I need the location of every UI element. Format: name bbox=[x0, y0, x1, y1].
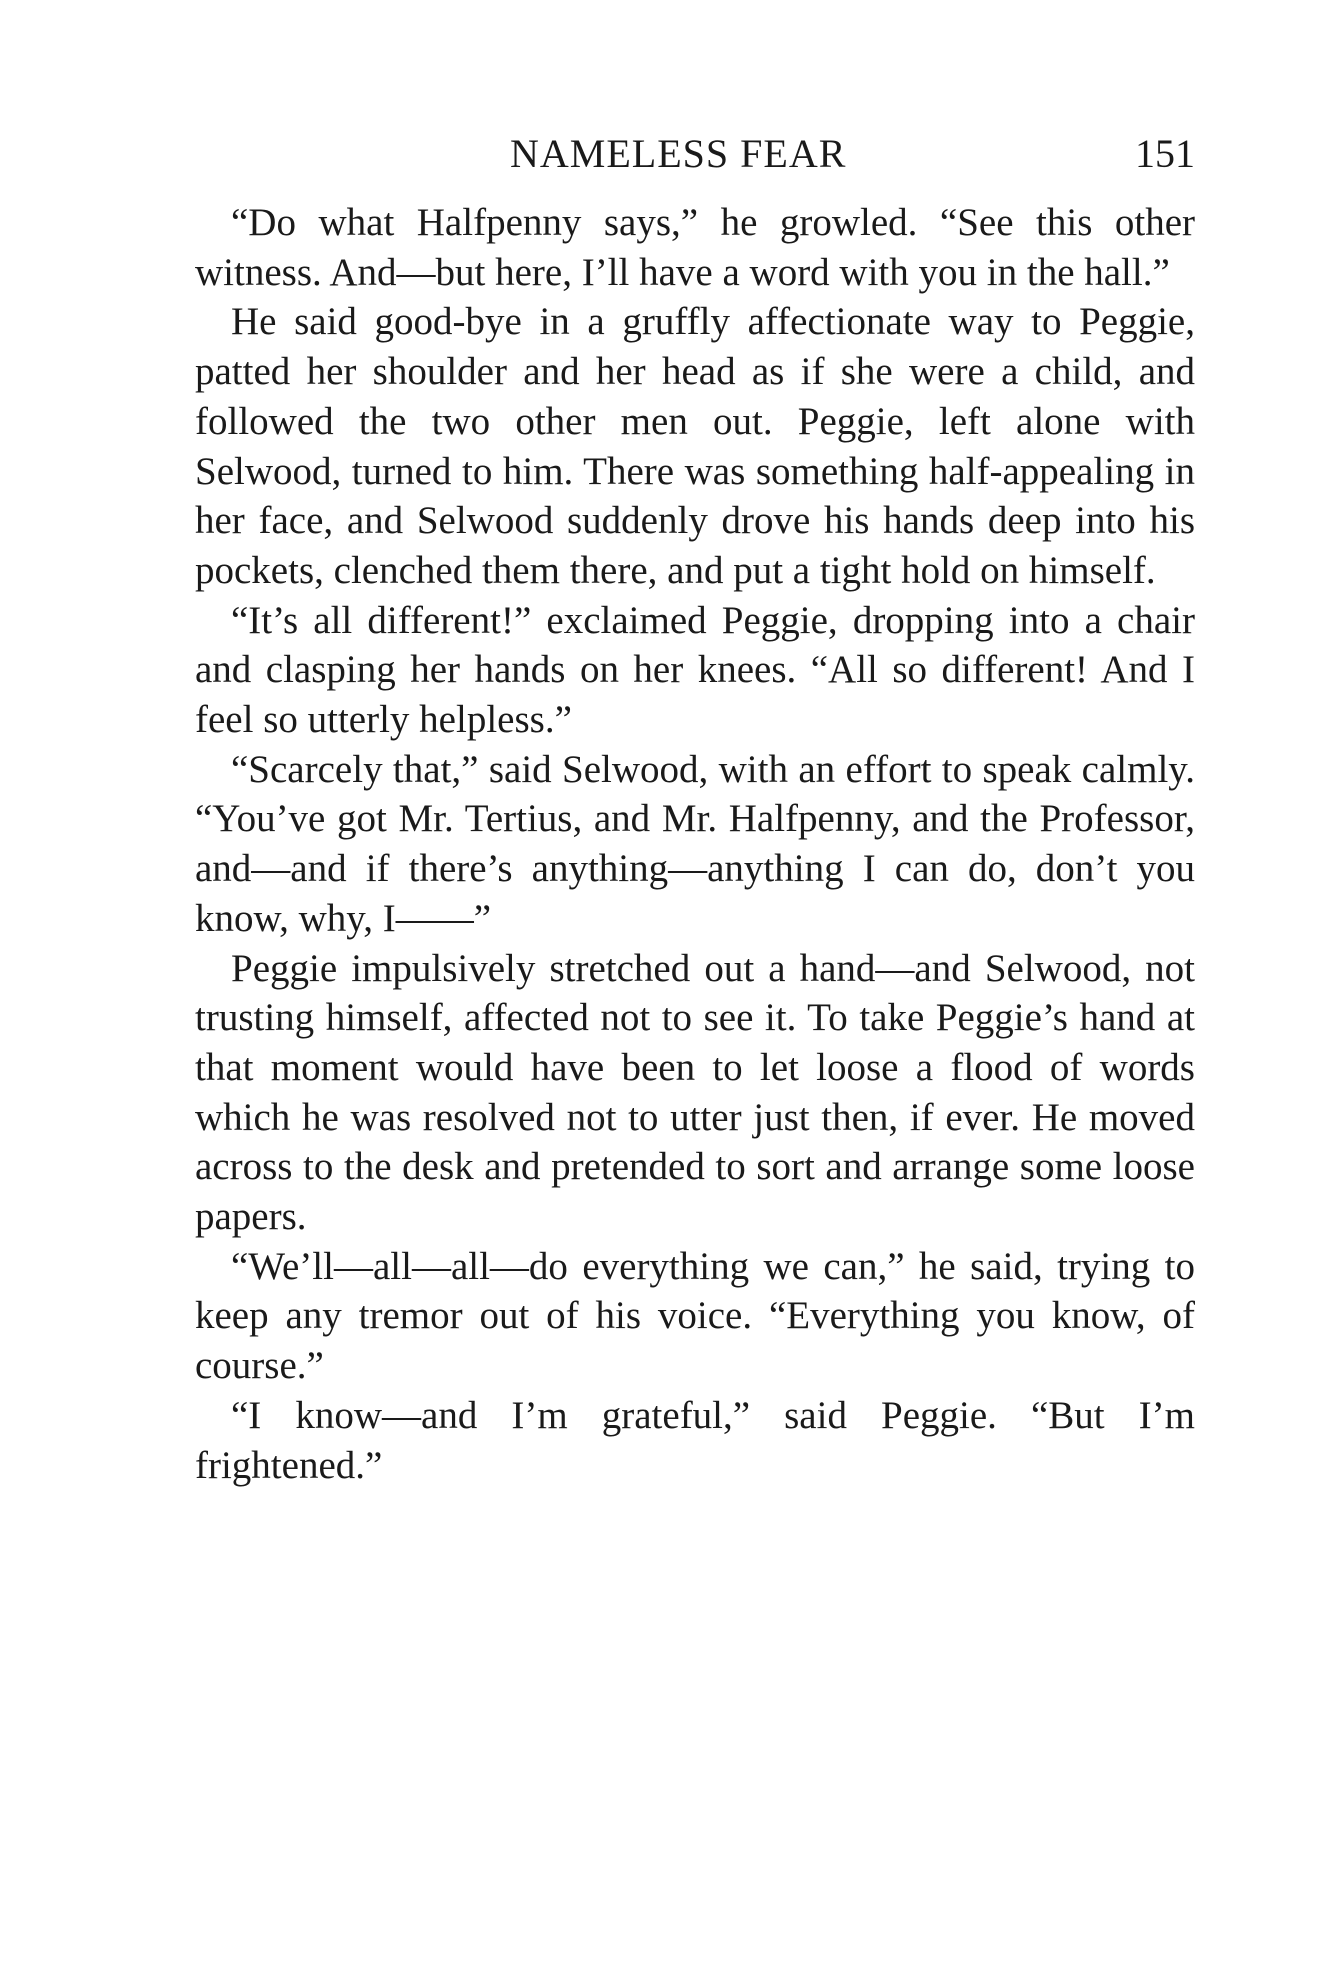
paragraph: “We’ll—all—all—do everything we can,” he said, trying to keep any tremor out of his voice. “Everything you know, of course.” bbox=[195, 1244, 1195, 1388]
page-header bbox=[195, 130, 1195, 190]
paragraph: “It’s all different!” exclaimed Peggie, dropping into a chair and clasping her hands on her knees. “All so different! And I feel so utterly helpless.” bbox=[195, 598, 1195, 742]
page-number: 151 bbox=[1135, 131, 1195, 176]
paragraph: “I know—and I’m grateful,” said Peggie. “But I’m frightened.” bbox=[195, 1393, 1195, 1487]
paragraph: He said good-bye in a gruffly affectionate way to Peggie, patted her shoulder and her head as if she were a child, and followed the two other men out. Peggie, left alone with Selwood, turned to him. There was something half-appealing in her face, and Selwood suddenly drove his hands deep into his pockets, clenched them there, and put a tight hold on himself. bbox=[195, 300, 1195, 592]
running-title: NAMELESS FEAR bbox=[510, 131, 847, 176]
paragraph: “Do what Halfpenny says,” he growled. “See this other witness. And—but here, I’ll have a word with you in the hall.” bbox=[195, 201, 1195, 294]
paragraph: Peggie impulsively stretched out a hand—and Selwood, not trusting himself, affected not to see it. To take Peggie’s hand at that moment would have been to let loose a flood of words which he was resolved not to utter just then, if ever. He moved across to the desk and pretended to sort and arrange some loose papers. bbox=[195, 946, 1195, 1239]
paragraph: “Scarcely that,” said Selwood, with an effort to speak calmly. “You’ve got Mr. Tertius, and Mr. Halfpenny, and the Professor, and—and if there’s anything—anything I can do, don’t you know, why, I——” bbox=[195, 747, 1195, 940]
body-text bbox=[195, 198, 1195, 1490]
